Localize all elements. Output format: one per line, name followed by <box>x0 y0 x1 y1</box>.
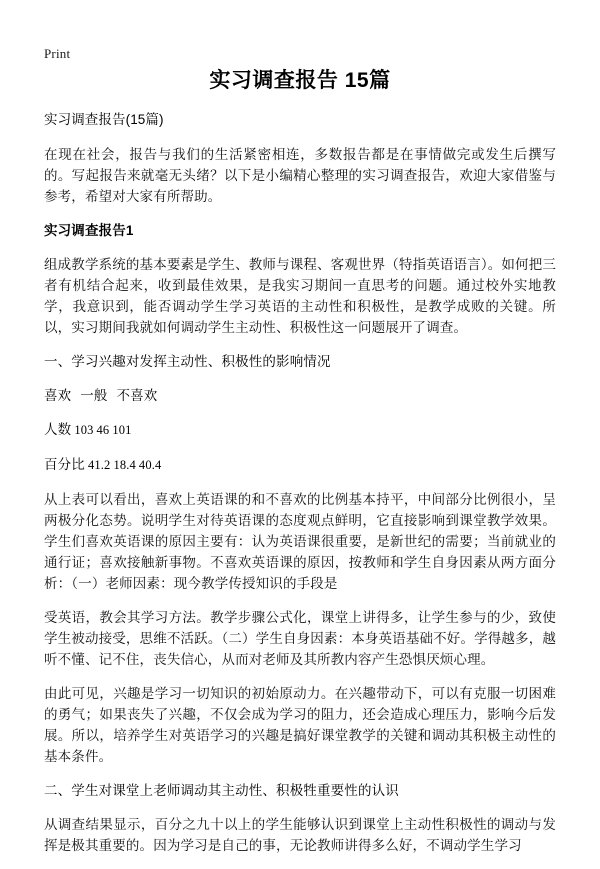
outline-heading-2: 二、学生对课堂上老师调动其主动性、积极牲重要性的认识 <box>44 783 399 798</box>
table-cell: 18.4 <box>113 458 136 472</box>
page-title: 实习调查报告 15篇 <box>209 69 391 92</box>
table-cell: 101 <box>112 423 132 437</box>
body-paragraph-1: 组成教学系统的基本要素是学生、教师与课程、客观世界（特指英语语言）。如何把三者有机结合起来，收到最佳效果，是我实习期间一直思考的问题。通过校外实地教学，我意识到，能否调动学生学习英语的主动性和积极性，是教学成败的关键。所以，实习期间我就如何调动学生主动性、积极性这一问题展开了调查。 <box>44 257 556 335</box>
body-paragraph-2: 从上表可以看出，喜欢上英语课的和不喜欢的比例基本持平，中间部分比例很小，呈两极分化态势。说明学生对待英语课的态度观点鲜明，它直接影响到课堂教学效果。学生们喜欢英语课的原因主要有：认为英语课很重要，是新世纪的需要；当前就业的通行证；喜欢接触新事物。不喜欢英语课的原因，按教师和学生自身因素从两方面分析：（一）老师因素：现今教学传授知识的手段是 <box>44 492 556 591</box>
survey-table-header <box>44 385 556 406</box>
intro-paragraph: 在现在社会，报告与我们的生活紧密相连，多数报告都是在事情做完或发生后撰写的。写起报告来就毫无头绪？以下是小编精心整理的实习调查报告，欢迎大家借鉴与参考，希望对大家有所帮助。 <box>44 147 556 204</box>
table-header-cell: 喜欢 <box>44 388 72 403</box>
table-header-cell: 一般 <box>80 388 108 403</box>
print-link[interactable]: Print <box>44 46 71 61</box>
document-subtitle: 实习调查报告(15篇) <box>44 112 164 127</box>
body-paragraph-5: 从调查结果显示，百分之九十以上的学生能够认识到课堂上主动性积极性的调动与发挥是极其重要的。因为学习是自己的事，无论教师讲得多么好，不调动学生学习 <box>44 817 556 853</box>
table-header-cell: 不喜欢 <box>116 388 158 403</box>
outline-heading-1: 一、学习兴趣对发挥主动性、积极性的影响情况 <box>44 354 331 369</box>
body-paragraph-4: 由此可见，兴趣是学习一切知识的初始原动力。在兴趣带动下，可以有克服一切困难的勇气；如果丧失了兴趣，不仅会成为学习的阻力，还会造成心理压力，影响今后发展。所以，培养学生对英语学习的兴趣是搞好课堂教学的关键和调动其积极主动性的基本条件。 <box>44 686 556 764</box>
table-row-label: 百分比 <box>44 457 85 472</box>
table-cell: 40.4 <box>138 458 162 472</box>
table-cell: 46 <box>96 423 110 437</box>
body-paragraph-3: 受英语，教会其学习方法。教学步骤公式化，课堂上讲得多，让学生参与的少，致使学生被动接受，思维不活跃。（二）学生自身因素：本身英语基础不好。学得越多，越听不懂、记不住，丧失信心，从而对老师及其所教内容产生恐惧厌烦心理。 <box>44 610 556 667</box>
table-cell: 41.2 <box>87 458 111 472</box>
table-row <box>44 454 556 476</box>
table-cell: 103 <box>74 423 94 437</box>
table-row <box>44 419 556 441</box>
section-heading-1: 实习调查报告1 <box>44 223 134 238</box>
document-content <box>44 66 556 869</box>
table-row-label: 人数 <box>44 422 72 437</box>
